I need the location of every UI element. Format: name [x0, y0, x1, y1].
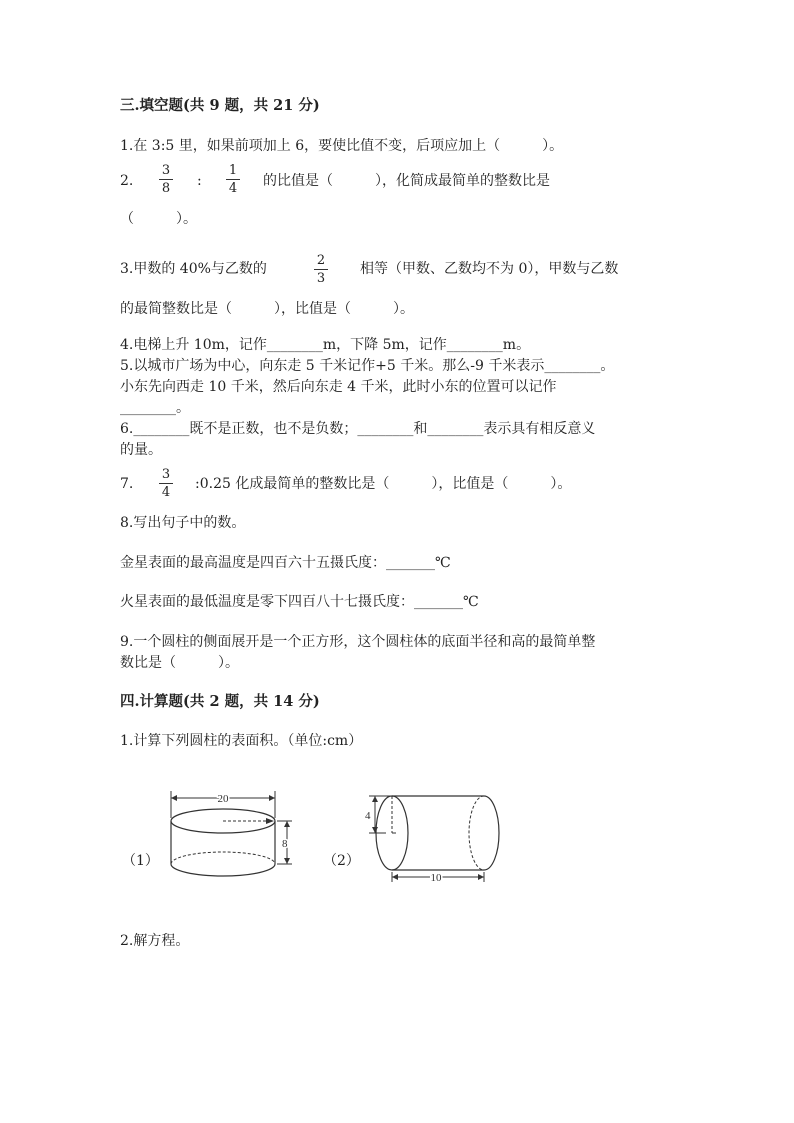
question-3-text-c: 的最简整数比是（ ），比值是（ ）。 — [120, 301, 414, 317]
fraction-denominator: 8 — [161, 181, 171, 196]
question-6-line-2: 的量。 — [120, 442, 162, 458]
question-1: 1.在 3:5 里，如果前项加上 6，要使比值不变，后项应加上（ ）。 — [120, 138, 564, 154]
figure-1-label: （1） — [122, 853, 159, 869]
question-3-fraction — [314, 254, 328, 285]
figure-2-radius-dimension: 4 — [365, 810, 371, 822]
question-2-fraction-1 — [159, 164, 173, 195]
question-8-mars: 火星表面的最低温度是零下四百八十七摄氏度：_______℃ — [120, 594, 479, 610]
figure-1-cylinder — [160, 788, 300, 888]
figure-2-cylinder — [362, 788, 507, 888]
section3-heading: 三.填空题(共 9 题，共 21 分) — [120, 97, 320, 114]
question-7-text: :0.25 化成最简单的整数比是（ ），比值是（ ）。 — [195, 476, 572, 492]
question-2-text-continued: （ ）。 — [120, 211, 197, 227]
calc-question-1: 1.计算下列圆柱的表面积。（单位:cm） — [120, 733, 363, 749]
question-5-line-1: 5.以城市广场为中心，向东走 5 千米记作+5 千米。那么-9 千米表示________。 — [120, 358, 615, 374]
figure-2-length-dimension: 10 — [430, 872, 442, 884]
figure-1-top-dimension: 20 — [217, 793, 229, 805]
figure-2-label: （2） — [323, 853, 360, 869]
question-2-fraction-2 — [226, 164, 240, 195]
question-4: 4.电梯上升 10m，记作________m，下降 5m，记作________m。 — [120, 337, 531, 353]
question-7-fraction — [159, 468, 173, 499]
fraction-denominator: 4 — [228, 181, 238, 196]
question-3-text-b: 相等（甲数、乙数均不为 0），甲数与乙数 — [360, 261, 619, 277]
question-9-line-2: 数比是（ ）。 — [120, 655, 239, 671]
question-8-venus: 金星表面的最高温度是四百六十五摄氏度：_______℃ — [120, 555, 451, 571]
question-8: 8.写出句子中的数。 — [120, 515, 246, 531]
question-5-line-2: 小东先向西走 10 千米，然后向东走 4 千米，此时小东的位置可以记作 — [120, 379, 557, 395]
figure-1-side-dimension: 8 — [282, 838, 288, 850]
question-5-line-3: ________。 — [120, 400, 190, 416]
fraction-numerator: 1 — [228, 163, 238, 178]
fraction-numerator: 3 — [161, 163, 171, 178]
question-2-number: 2. — [120, 173, 134, 189]
question-3-text-a: 3.甲数的 40%与乙数的 — [120, 261, 267, 277]
fraction-denominator: 4 — [161, 485, 171, 500]
calc-question-2: 2.解方程。 — [120, 933, 190, 949]
question-7-number: 7. — [120, 476, 134, 492]
question-6-line-1: 6.________既不是正数，也不是负数；________和________表示具有相反意义 — [120, 421, 596, 437]
question-9-line-1: 9.一个圆柱的侧面展开是一个正方形，这个圆柱体的底面半径和高的最简单整 — [120, 634, 596, 650]
fraction-denominator: 3 — [316, 271, 326, 286]
question-2-text: 的比值是（ ），化简成最简单的整数比是 — [263, 173, 550, 189]
question-2-colon: : — [197, 173, 202, 189]
fraction-numerator: 2 — [316, 253, 326, 268]
section4-heading: 四.计算题(共 2 题，共 14 分) — [120, 693, 320, 710]
fraction-numerator: 3 — [161, 467, 171, 482]
